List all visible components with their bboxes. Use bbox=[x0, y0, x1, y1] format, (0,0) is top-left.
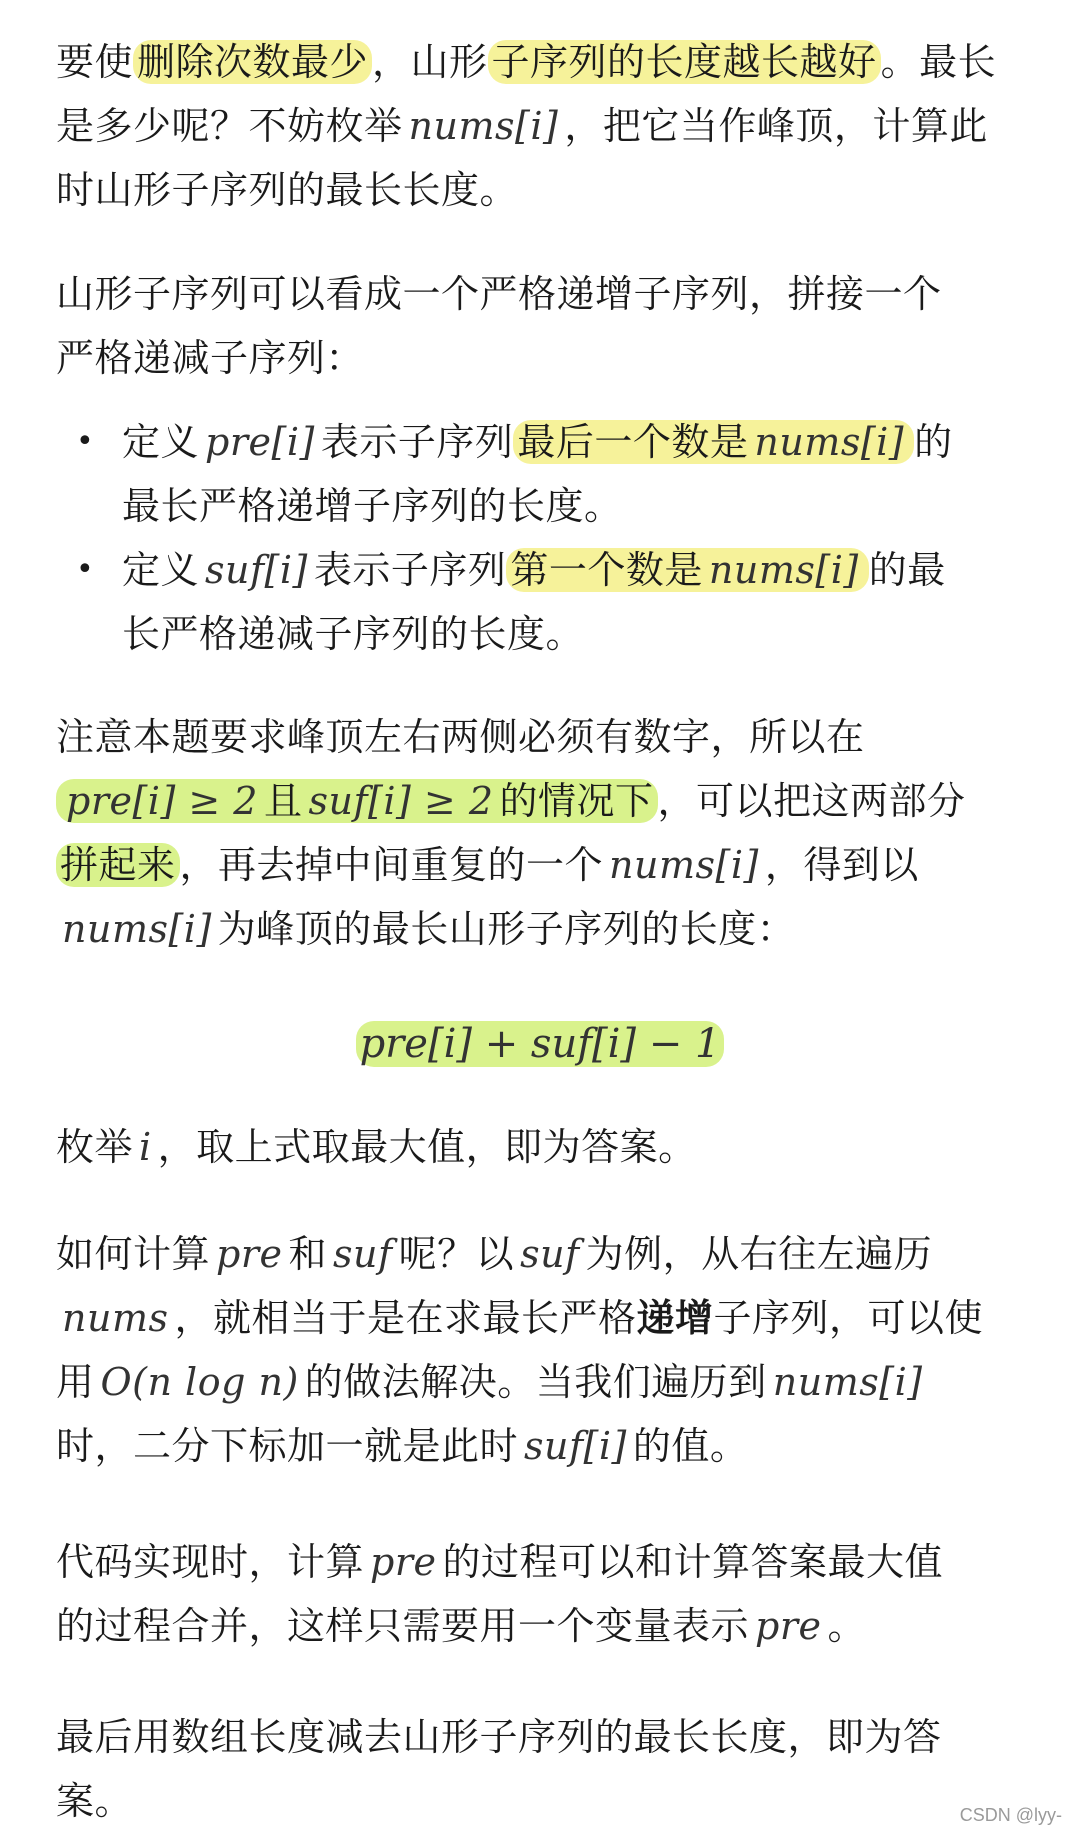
text-span: 枚举 bbox=[56, 1125, 134, 1169]
text-span: 的过程可以和计算答案最大值 bbox=[442, 1540, 944, 1584]
paragraph-line bbox=[56, 1530, 1026, 1594]
text-span: 表示子序列 bbox=[313, 548, 507, 592]
paragraph-line bbox=[56, 1414, 1026, 1478]
highlight-span: 删除次数最少 bbox=[133, 40, 372, 84]
math-expression: pre[i] bbox=[205, 420, 315, 464]
math-expression: pre bbox=[216, 1232, 283, 1276]
text-span: 为峰顶的最长山形子序列的长度： bbox=[217, 907, 796, 951]
math-expression: suf bbox=[333, 1232, 393, 1276]
text-span: 的最 bbox=[868, 548, 946, 592]
paragraph-line bbox=[56, 1222, 1026, 1286]
text-span: 严格递减子序列： bbox=[56, 336, 365, 380]
text-span: 最后用数组长度减去山形子序列的最长长度，即为答 bbox=[56, 1715, 942, 1759]
text-span: 注意本题要求峰顶左右两侧必须有数字，所以在 bbox=[56, 715, 865, 759]
highlight-span bbox=[513, 420, 914, 464]
paragraph-line bbox=[122, 538, 1036, 602]
paragraph-line bbox=[56, 705, 1026, 769]
text-span: 。 bbox=[827, 1604, 867, 1648]
paragraph-line bbox=[56, 158, 1026, 222]
paragraph-line bbox=[56, 1286, 1026, 1350]
paragraph-compute bbox=[56, 1222, 1026, 1478]
text-span: 呢？以 bbox=[398, 1232, 515, 1276]
text-span: 的过程合并，这样只需要用一个变量表示 bbox=[56, 1604, 750, 1648]
text-span: 。最长 bbox=[880, 40, 997, 84]
paragraph-line bbox=[122, 410, 1036, 474]
text-span: 长严格递减子序列的长度。 bbox=[122, 612, 585, 656]
text-span: 定义 bbox=[122, 420, 200, 464]
paragraph-line bbox=[56, 1705, 1026, 1769]
math-expression: O(n log n) bbox=[100, 1360, 299, 1404]
text-span: 时山形子序列的最长长度。 bbox=[56, 168, 519, 212]
math-expression: suf bbox=[520, 1232, 580, 1276]
list-item bbox=[56, 410, 1036, 538]
text-span: 山形子序列可以看成一个严格递增子序列，拼接一个 bbox=[56, 272, 942, 316]
math-expression: nums bbox=[62, 1296, 169, 1340]
paragraph-line bbox=[56, 897, 1026, 961]
paragraph-definition bbox=[56, 262, 1026, 390]
text-span: ，再去掉中间重复的一个 bbox=[179, 843, 604, 887]
highlight-span: 子序列的长度越长越好 bbox=[488, 40, 881, 84]
paragraph-line bbox=[56, 833, 1026, 897]
paragraph-line bbox=[56, 30, 1026, 94]
text-span: 最后一个数是 bbox=[517, 420, 749, 464]
math-expression: nums[i] bbox=[62, 907, 212, 951]
math-expression: nums[i] bbox=[408, 104, 559, 148]
bullet-dot: • bbox=[76, 424, 95, 459]
paragraph-line bbox=[56, 1769, 1026, 1833]
text-span: 的情况下 bbox=[499, 779, 654, 823]
bullet-dot: • bbox=[76, 552, 95, 587]
paragraph-line bbox=[56, 1115, 1026, 1179]
highlight-span bbox=[506, 548, 868, 592]
math-expression: suf[i] bbox=[205, 548, 308, 592]
math-expression: nums[i] bbox=[708, 548, 859, 592]
paragraph-line bbox=[56, 1350, 1026, 1414]
text-span: 表示子序列 bbox=[320, 420, 514, 464]
bold-text: 递增 bbox=[636, 1296, 714, 1340]
math-expression: pre[i] + suf[i] − 1 bbox=[356, 1021, 725, 1067]
text-span: 是多少呢？不妨枚举 bbox=[56, 104, 403, 148]
text-span: 如何计算 bbox=[56, 1232, 211, 1276]
display-formula bbox=[0, 1012, 1080, 1076]
paragraph-implementation bbox=[56, 1530, 1026, 1658]
math-expression: suf[i] bbox=[524, 1424, 627, 1468]
paragraph-enumerate bbox=[56, 1115, 1026, 1179]
text-span: 和 bbox=[288, 1232, 328, 1276]
paragraph-line bbox=[122, 474, 1036, 538]
text-span: ，取上式取最大值，即为答案。 bbox=[157, 1125, 697, 1169]
text-span: 第一个数是 bbox=[510, 548, 703, 592]
math-expression: nums[i] bbox=[609, 843, 759, 887]
math-expression: pre bbox=[755, 1604, 822, 1648]
paragraph-line bbox=[56, 326, 1026, 390]
math-expression: pre[i] ≥ 2 bbox=[66, 779, 258, 823]
text-span: 用 bbox=[56, 1360, 95, 1404]
highlight-span bbox=[56, 779, 658, 823]
text-span: ，把它当作峰顶，计算此 bbox=[564, 104, 988, 148]
paragraph-line bbox=[56, 769, 1026, 833]
highlight-span: 拼起来 bbox=[56, 843, 180, 887]
text-span: 案。 bbox=[56, 1779, 134, 1823]
watermark: CSDN @lyy- bbox=[959, 1805, 1062, 1825]
paragraph-combine bbox=[56, 705, 1026, 961]
math-expression: nums[i] bbox=[772, 1360, 923, 1404]
text-span: ，就相当于是在求最长严格 bbox=[174, 1296, 637, 1340]
text-span: 的做法解决。当我们遍历到 bbox=[304, 1360, 767, 1404]
math-expression: i bbox=[139, 1125, 152, 1169]
paragraph-conclusion bbox=[56, 1705, 1026, 1833]
text-span: 的 bbox=[914, 420, 953, 464]
math-expression: pre bbox=[370, 1540, 437, 1584]
math-expression: suf[i] ≥ 2 bbox=[308, 779, 494, 823]
paragraph-line bbox=[56, 1594, 1026, 1658]
text-span: 的值。 bbox=[632, 1424, 749, 1468]
list-item bbox=[56, 538, 1036, 666]
text-span: 且 bbox=[263, 779, 303, 823]
text-span: 代码实现时，计算 bbox=[56, 1540, 365, 1584]
text-span: 要使 bbox=[56, 40, 134, 84]
text-span: 定义 bbox=[122, 548, 200, 592]
paragraph-line bbox=[122, 602, 1036, 666]
paragraph-line bbox=[56, 262, 1026, 326]
paragraph-intro bbox=[56, 30, 1026, 222]
text-span: 子序列，可以使 bbox=[713, 1296, 984, 1340]
text-span: 为例，从右往左遍历 bbox=[585, 1232, 933, 1276]
math-expression: nums[i] bbox=[754, 420, 905, 464]
paragraph-line bbox=[56, 94, 1026, 158]
text-span: ，得到以 bbox=[764, 843, 919, 887]
text-span: ，可以把这两部分 bbox=[657, 779, 966, 823]
text-span: ，山形 bbox=[372, 40, 488, 84]
text-span: 时，二分下标加一就是此时 bbox=[56, 1424, 519, 1468]
bullet-list bbox=[56, 410, 1036, 666]
text-span: 最长严格递增子序列的长度。 bbox=[122, 484, 623, 528]
